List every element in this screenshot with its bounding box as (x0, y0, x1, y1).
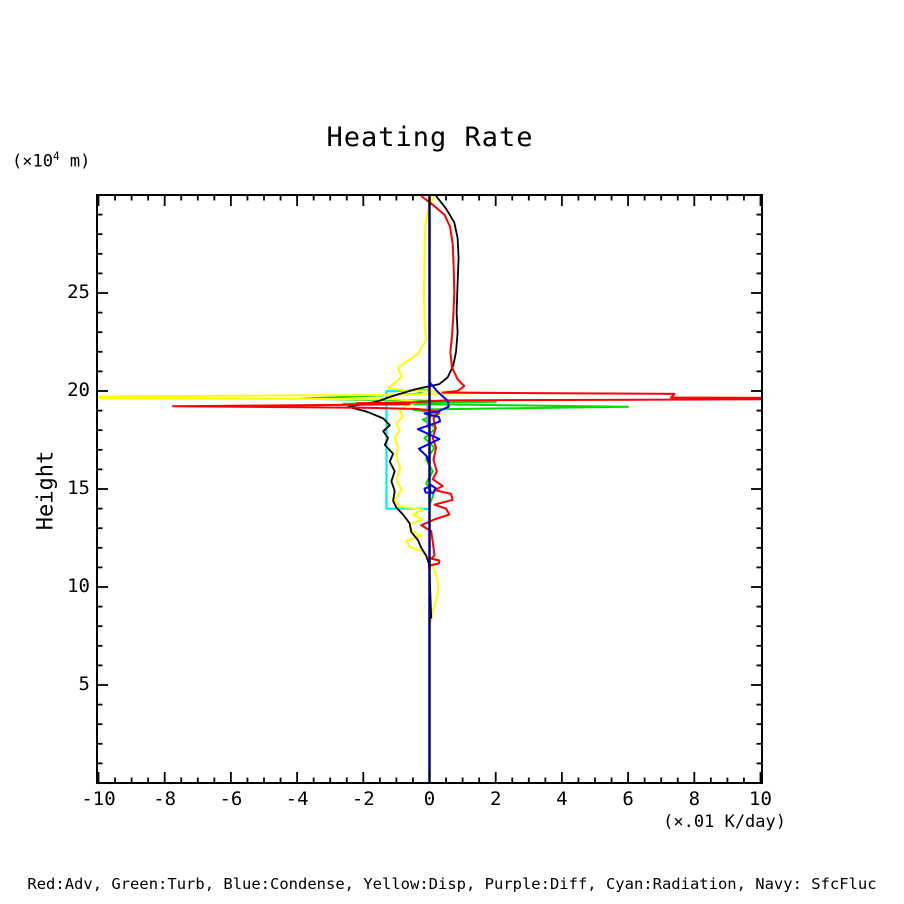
y-tick-label: 5 (78, 673, 90, 695)
y-unit-prefix: (×10 (12, 151, 53, 172)
y-tick-label: 10 (67, 575, 90, 597)
x-tick-label: -10 (81, 788, 116, 810)
x-tick-label: -4 (285, 788, 309, 810)
x-tick-label: 10 (749, 788, 772, 810)
x-tick-label: -6 (219, 788, 243, 810)
series-line-turb (300, 195, 628, 783)
x-tick-label: -8 (153, 788, 177, 810)
y-unit-exponent: 4 (52, 150, 60, 163)
x-tick-label: 6 (622, 788, 634, 810)
x-tick-label: 8 (688, 788, 701, 810)
y-tick-label: 20 (67, 379, 90, 401)
x-tick-label: 4 (556, 788, 568, 810)
x-tick-label: 0 (423, 788, 436, 810)
series-lines (89, 195, 771, 783)
y-unit-suffix: m) (59, 151, 91, 172)
y-axis-title: Height (33, 450, 59, 531)
x-tick-label: -2 (351, 788, 375, 810)
plot-title: Heating Rate (326, 122, 534, 153)
legend-text: Red:Adv, Green:Turb, Blue:Condense, Yellow:Disp, Purple:Diff, Cyan:Radiation, Navy: SfcFluc (27, 875, 877, 893)
x-tick-label: 2 (489, 788, 502, 810)
series-line-adv (173, 196, 770, 616)
y-tick-label: 15 (67, 477, 90, 499)
y-tick-label: 25 (67, 281, 90, 303)
x-axis-unit-label: (×.01 K/day) (663, 812, 786, 832)
